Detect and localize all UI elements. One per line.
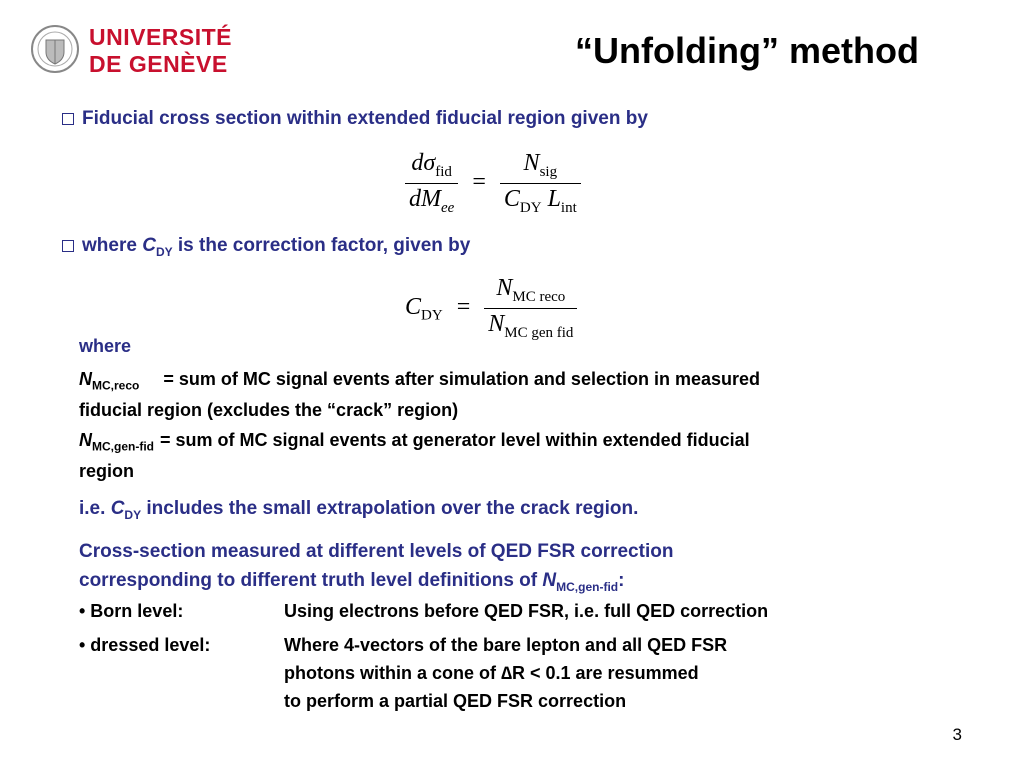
- university-logo-text: [89, 24, 232, 78]
- definition-n-mc-reco: $N_{MC,reco}$ = sum of MC signal events after simulation and selection in measured fiducial region (excludes the “crack” region): [79, 369, 760, 420]
- checkbox-square-icon: [62, 240, 74, 252]
- bullet-correction-factor: where $C_{DY}$ is the correction factor, given by: [62, 235, 470, 259]
- logo-line-2: DE GENÈVE: [89, 51, 228, 77]
- slide-title: “Unfolding” method: [575, 30, 919, 71]
- bullet-fiducial-cross-section: Fiducial cross section within extended fiducial region given by: [62, 108, 648, 130]
- definition-n-mc-gen-fid: $N_{MC,gen-fid}$ = sum of MC signal events at generator level within extended fiducial region: [79, 430, 750, 481]
- university-seal-icon: [30, 24, 80, 74]
- page-number: 3: [952, 725, 962, 744]
- eq1-lhs-fraction: $\frac{d\sigma_{fid}}{dM_{ee}}$: [405, 150, 458, 217]
- checkbox-square-icon: [62, 113, 74, 125]
- eq2-fraction: $\frac{N_{MC reco}}{N_{MC gen fid}}$: [484, 275, 577, 342]
- equation-cross-section: $\frac{d\sigma_{fid}}{dM_{ee}}$ = $\frac{N_{sig}}{C_{DY} L_{int}}$: [405, 150, 581, 217]
- logo-line-1: UNIVERSITÉ: [89, 24, 233, 50]
- cross-section-note: Cross-section measured at different levels of QED FSR correction corresponding to different truth level definitions of $N_{MC,gen-fid}$:: [79, 541, 674, 594]
- eq1-rhs-fraction: $\frac{N_{sig}}{C_{DY} L_{int}}$: [500, 150, 581, 217]
- equation-correction-factor: $C_{DY}$ = $\frac{N_{MC reco}}{N_{MC gen fid}}$: [405, 275, 577, 342]
- dressed-level-item: • dressed level: Where 4-vectors of the bare lepton and all QED FSR photons within a cone of ∆R < 0.1 are resummed to perform a partial QED FSR correction: [79, 635, 728, 711]
- ie-note: i.e. $C_{DY}$ includes the small extrapolation over the crack region.: [79, 498, 639, 522]
- where-label: where: [79, 336, 132, 356]
- born-level-item: • Born level: Using electrons before QED FSR, i.e. full QED correction: [79, 601, 769, 621]
